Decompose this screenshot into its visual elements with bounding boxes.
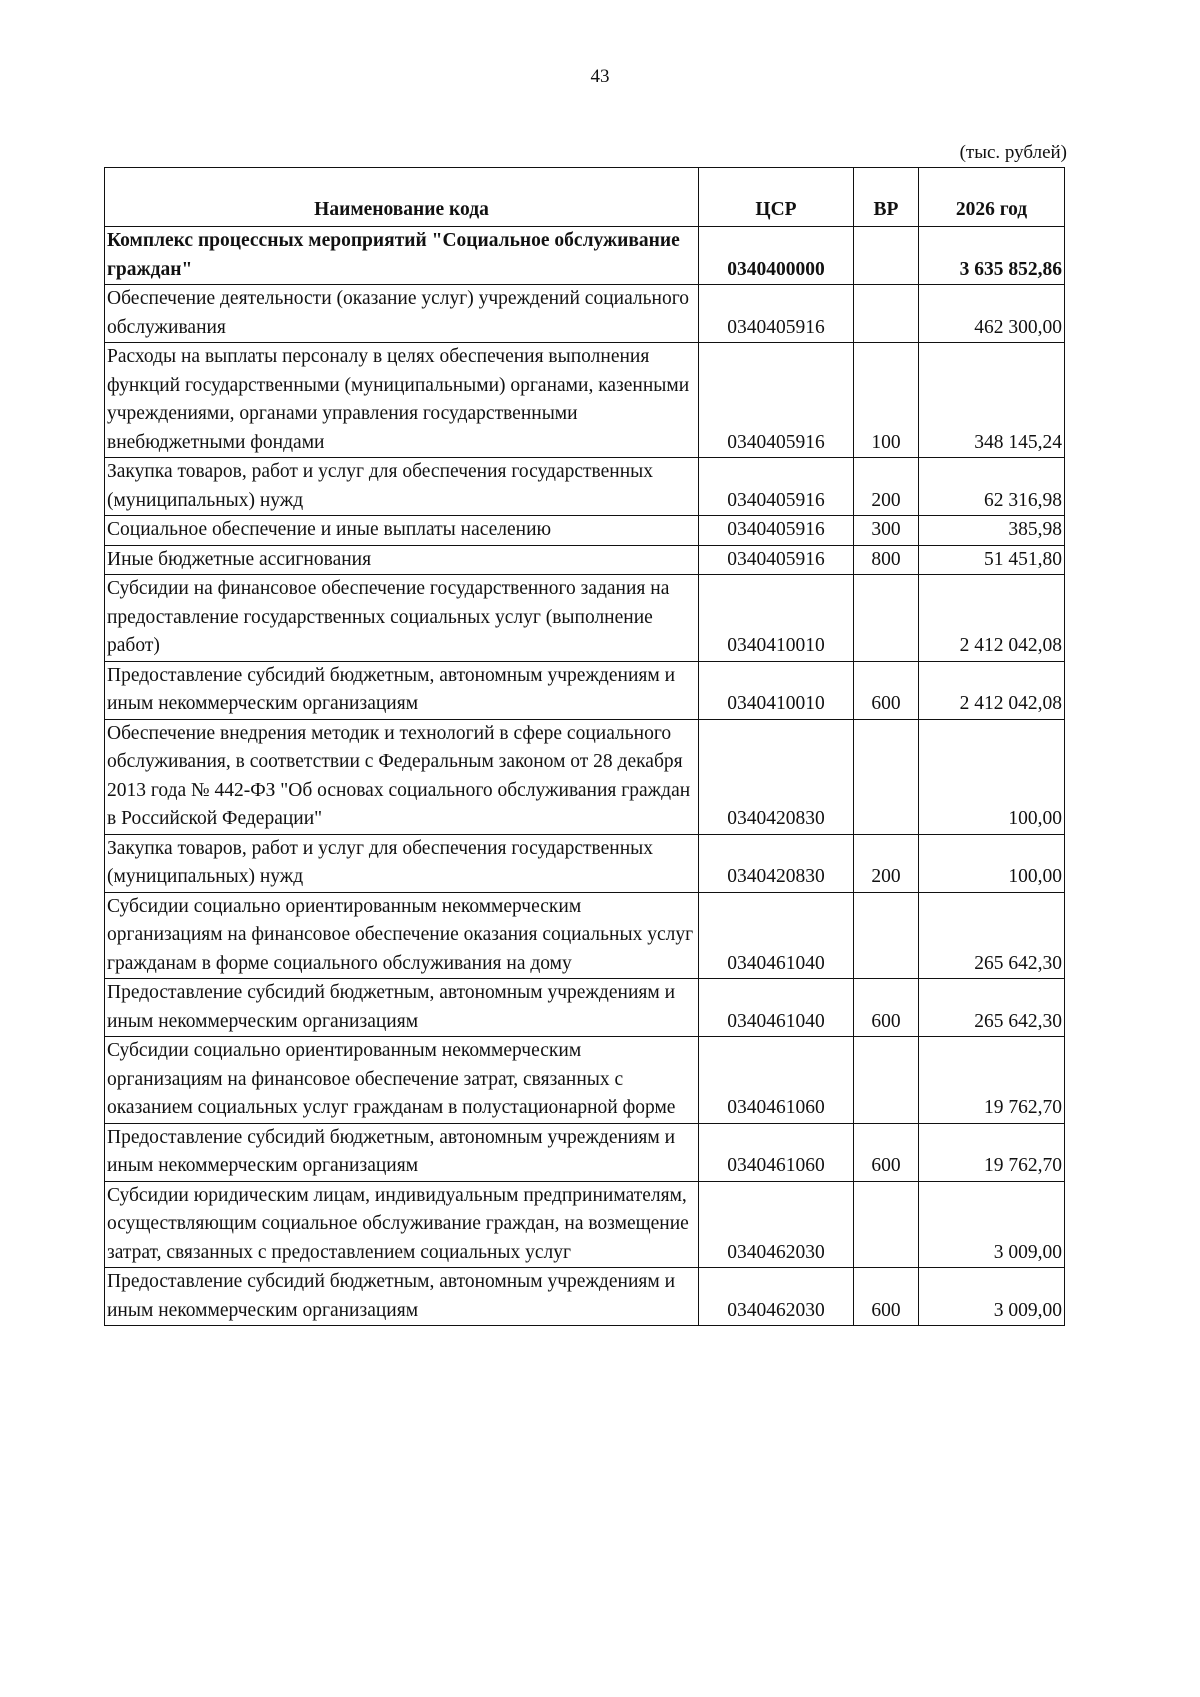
row-name: Предоставление субсидий бюджетным, автономным учреждениям и иным некоммерческим организациям <box>105 979 699 1037</box>
row-vr <box>854 1037 919 1124</box>
row-sum: 2 412 042,08 <box>919 575 1065 662</box>
table-row <box>105 834 1065 892</box>
row-csr: 0340410010 <box>699 661 854 719</box>
row-name: Субсидии социально ориентированным некоммерческим организациям на финансовое обеспечение оказания социальных услуг гражданам в форме социального обслуживания на дому <box>105 892 699 979</box>
row-vr <box>854 227 919 285</box>
row-name: Обеспечение деятельности (оказание услуг) учреждений социального обслуживания <box>105 285 699 343</box>
table-row <box>105 1123 1065 1181</box>
table-row <box>105 1268 1065 1326</box>
row-csr: 0340405916 <box>699 458 854 516</box>
row-csr: 0340400000 <box>699 227 854 285</box>
table-row <box>105 227 1065 285</box>
row-name: Субсидии социально ориентированным некоммерческим организациям на финансовое обеспечение затрат, связанных с оказанием социальных услуг гражданам в полустационарной форме <box>105 1037 699 1124</box>
row-sum: 100,00 <box>919 719 1065 834</box>
row-name: Закупка товаров, работ и услуг для обеспечения государственных (муниципальных) нужд <box>105 458 699 516</box>
row-sum: 62 316,98 <box>919 458 1065 516</box>
row-name: Иные бюджетные ассигнования <box>105 545 699 575</box>
row-sum: 3 635 852,86 <box>919 227 1065 285</box>
row-sum: 51 451,80 <box>919 545 1065 575</box>
row-sum: 265 642,30 <box>919 892 1065 979</box>
table-row <box>105 979 1065 1037</box>
row-csr: 0340405916 <box>699 545 854 575</box>
row-csr: 0340462030 <box>699 1181 854 1268</box>
row-name: Предоставление субсидий бюджетным, автономным учреждениям и иным некоммерческим организациям <box>105 1123 699 1181</box>
row-vr: 200 <box>854 834 919 892</box>
table-row <box>105 458 1065 516</box>
row-sum: 462 300,00 <box>919 285 1065 343</box>
table-row <box>105 285 1065 343</box>
row-csr: 0340461040 <box>699 979 854 1037</box>
row-csr: 0340461040 <box>699 892 854 979</box>
header-row <box>105 168 1065 227</box>
row-vr: 600 <box>854 661 919 719</box>
header-name: Наименование кода <box>105 168 699 227</box>
row-vr: 200 <box>854 458 919 516</box>
row-sum: 385,98 <box>919 516 1065 546</box>
row-vr <box>854 719 919 834</box>
row-name: Комплекс процессных мероприятий "Социальное обслуживание граждан" <box>105 227 699 285</box>
header-sum: 2026 год <box>919 168 1065 227</box>
row-name: Субсидии на финансовое обеспечение государственного задания на предоставление государственных социальных услуг (выполнение работ) <box>105 575 699 662</box>
row-sum: 3 009,00 <box>919 1181 1065 1268</box>
row-vr: 300 <box>854 516 919 546</box>
row-csr: 0340405916 <box>699 285 854 343</box>
row-sum: 3 009,00 <box>919 1268 1065 1326</box>
page-number: 43 <box>590 66 610 87</box>
table-row <box>105 575 1065 662</box>
row-vr <box>854 1181 919 1268</box>
row-vr: 800 <box>854 545 919 575</box>
row-vr: 600 <box>854 1268 919 1326</box>
row-csr: 0340420830 <box>699 834 854 892</box>
table-row <box>105 1037 1065 1124</box>
table-row <box>105 343 1065 458</box>
table-row <box>105 545 1065 575</box>
table-body <box>105 227 1065 1326</box>
table-row <box>105 892 1065 979</box>
row-csr: 0340405916 <box>699 516 854 546</box>
table-row <box>105 1181 1065 1268</box>
header-vr: ВР <box>854 168 919 227</box>
table-row <box>105 516 1065 546</box>
row-csr: 0340461060 <box>699 1123 854 1181</box>
row-name: Социальное обеспечение и иные выплаты населению <box>105 516 699 546</box>
table-row <box>105 719 1065 834</box>
row-sum: 2 412 042,08 <box>919 661 1065 719</box>
units-label: (тыс. рублей) <box>959 142 1067 163</box>
row-csr: 0340462030 <box>699 1268 854 1326</box>
row-csr: 0340420830 <box>699 719 854 834</box>
row-csr: 0340461060 <box>699 1037 854 1124</box>
table-header <box>105 168 1065 227</box>
row-vr <box>854 285 919 343</box>
budget-table <box>104 167 1065 1326</box>
row-name: Предоставление субсидий бюджетным, автономным учреждениям и иным некоммерческим организациям <box>105 661 699 719</box>
row-sum: 100,00 <box>919 834 1065 892</box>
row-name: Обеспечение внедрения методик и технологий в сфере социального обслуживания, в соответствии с Федеральным законом от 28 декабря 2013 года № 442-ФЗ "Об основах социального обслуживания граждан в Российской Федерации" <box>105 719 699 834</box>
row-csr: 0340405916 <box>699 343 854 458</box>
table-row <box>105 661 1065 719</box>
row-vr: 100 <box>854 343 919 458</box>
row-vr <box>854 575 919 662</box>
row-sum: 265 642,30 <box>919 979 1065 1037</box>
row-name: Предоставление субсидий бюджетным, автономным учреждениям и иным некоммерческим организациям <box>105 1268 699 1326</box>
row-name: Расходы на выплаты персоналу в целях обеспечения выполнения функций государственными (муниципальными) органами, казенными учреждениями, органами управления государственными внебюджетными фондами <box>105 343 699 458</box>
row-name: Закупка товаров, работ и услуг для обеспечения государственных (муниципальных) нужд <box>105 834 699 892</box>
row-vr: 600 <box>854 1123 919 1181</box>
row-vr <box>854 892 919 979</box>
row-sum: 19 762,70 <box>919 1123 1065 1181</box>
row-csr: 0340410010 <box>699 575 854 662</box>
row-sum: 19 762,70 <box>919 1037 1065 1124</box>
row-sum: 348 145,24 <box>919 343 1065 458</box>
header-csr: ЦСР <box>699 168 854 227</box>
row-name: Субсидии юридическим лицам, индивидуальным предпринимателям, осуществляющим социальное обслуживание граждан, на возмещение затрат, связанных с предоставлением социальных услуг <box>105 1181 699 1268</box>
row-vr: 600 <box>854 979 919 1037</box>
